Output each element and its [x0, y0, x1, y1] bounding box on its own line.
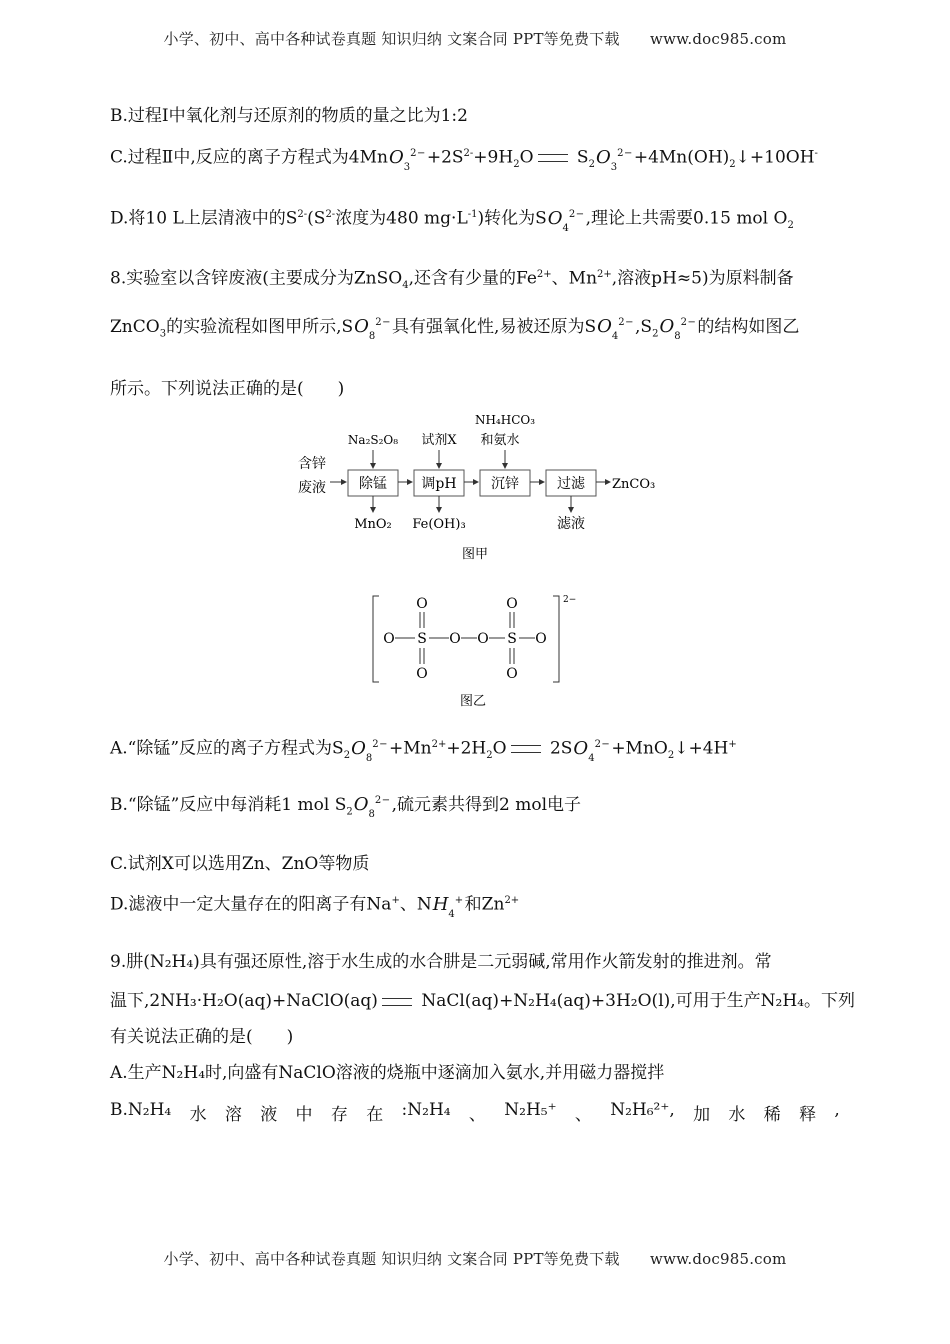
- struct-charge: 2−: [563, 595, 577, 605]
- flow-input-line2: 废液: [298, 480, 326, 496]
- atom-o-left: O: [383, 631, 395, 647]
- atom-o-bottom-2: O: [506, 666, 518, 682]
- q8-stem-line3: 所示。下列说法正确的是( ): [110, 379, 345, 399]
- atom-o-bridge-2: O: [477, 631, 489, 647]
- atom-s-2: S: [507, 631, 517, 647]
- equals-sign: [538, 154, 568, 162]
- q7-option-b: B.过程Ⅰ中氧化剂与还原剂的物质的量之比为1:2: [110, 106, 468, 126]
- flow-box-precipitate-zn: 沉锌: [491, 476, 519, 492]
- q8-option-d: D.滤液中一定大量存在的阳离子有Na+、$NH_4^+$和$Zn^{2+}$: [110, 893, 520, 920]
- figure-caption-jia: 图甲: [461, 547, 489, 562]
- flow-output-4: 滤液: [557, 516, 585, 532]
- flow-box-remove-mn: 除锰: [359, 476, 387, 492]
- flow-box-filter: 过滤: [557, 476, 585, 492]
- atom-o-top-1: O: [416, 596, 428, 612]
- flow-reagent-2: 试剂X: [421, 433, 457, 448]
- equals-sign: [511, 745, 541, 753]
- q8-option-a: A.“除锰”反应的离子方程式为$S_2O_8^{2-}+Mn^{2+}+2H_2O$ $2SO_4^{2-}+MnO_2↓+4H^+$: [110, 737, 737, 764]
- flow-output-2: Fe(OH)₃: [412, 517, 466, 532]
- page-footer: 小学、初中、高中各种试卷真题 知识归纳 文案合同 PPT等免费下载 www.doc985.com: [163, 1250, 787, 1268]
- q8-option-c: C.试剂X可以选用Zn、ZnO等物质: [110, 854, 370, 874]
- q9-stem-line1: 9.肼(N₂H₄)具有强还原性,溶于水生成的水合肼是二元弱碱,常用作火箭发射的推进剂。常: [110, 952, 772, 972]
- q8-stem-line1: 8.实验室以含锌废液(主要成分为ZnSO$_4$,还含有少量的$Fe^{2+}$、$Mn^{2+}$,溶液pH≈5)为原料制备: [110, 268, 794, 292]
- q8-option-b: B.“除锰”反应中每消耗1 mol $S_2O_8^{2-}$,硫元素共得到2 mol电子: [110, 794, 582, 820]
- q8-stem-line2: ZnCO$_3$的实验流程如图甲所示$,SO_8^{2-}$具有强氧化性,易被还原为$SO_4^{2-},S_2O_8^{2-}$的结构如图乙: [110, 316, 800, 342]
- flow-reagent-3b: 和氨水: [480, 433, 520, 448]
- atom-o-top-2: O: [506, 596, 518, 612]
- flow-input-line1: 含锌: [298, 456, 326, 472]
- flow-reagent-1: Na₂S₂O₈: [347, 433, 399, 447]
- flow-product: ZnCO₃: [612, 477, 656, 492]
- q7-option-d: D.将10 L上层清液中的$S^{2-}(S^{2-}$浓度为480 $mg\cdot L^{-1}$)转化为$SO_4^{2-}$,理论上共需要0.15 mol $O_2$: [110, 207, 794, 234]
- q9-stem-line2: 温下,2NH₃·H₂O(aq)+NaClO(aq) NaCl(aq)+N₂H₄(aq)+3H₂O(l),可用于生产N₂H₄。下列: [110, 991, 855, 1011]
- flow-reagent-3a: NH₄HCO₃: [474, 413, 536, 427]
- atom-s-1: S: [417, 631, 427, 647]
- q7-option-c: C.过程Ⅱ中,反应的离子方程式为$4MnO_3^{2-}+2S^{2-}+9H_2O$ $S_2O_3^{2-}+4Mn(OH)_2↓+10OH^-$: [110, 146, 818, 173]
- q9-option-a: A.生产N₂H₄时,向盛有NaClO溶液的烧瓶中逐滴加入氨水,并用磁力器搅拌: [110, 1063, 665, 1083]
- flow-output-1: MnO₂: [354, 517, 392, 532]
- atom-o-right: O: [535, 631, 547, 647]
- flowchart-figure: [290, 408, 680, 563]
- atom-o-bottom-1: O: [416, 666, 428, 682]
- structure-figure: [365, 590, 595, 715]
- atom-o-bridge-1: O: [449, 631, 461, 647]
- figure-caption-yi: 图乙: [459, 694, 487, 709]
- q9-stem-line3: 有关说法正确的是( ): [110, 1027, 294, 1047]
- equals-sign: [382, 998, 412, 1006]
- page-header: 小学、初中、高中各种试卷真题 知识归纳 文案合同 PPT等免费下载 www.doc985.com: [163, 30, 787, 48]
- flow-box-adjust-ph: 调pH: [421, 476, 457, 492]
- q9-option-b: B.N₂H₄ 水 溶 液 中 存 在 :N₂H₄ 、 N₂H₅⁺ 、 N₂H₆²⁺, 加 水 稀 释 ,: [110, 1100, 840, 1125]
